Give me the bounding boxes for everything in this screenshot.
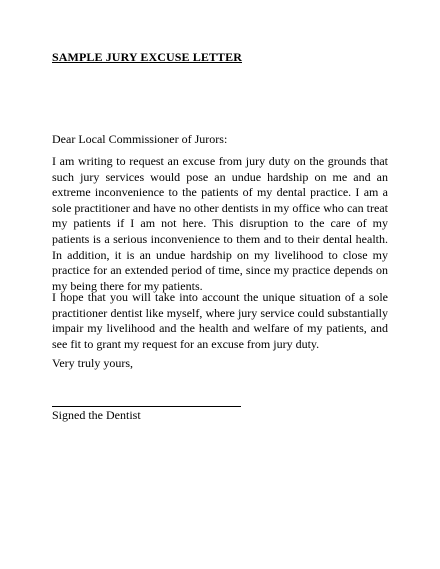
- signature-line: [52, 406, 241, 407]
- body-paragraph-2: I hope that you will take into account the unique situation of a sole practitioner dentist like myself, where jury service could substantially impair my livelihood and the health and welfare of my patients, and see fit to grant my request for an excuse from jury duty.: [52, 290, 388, 351]
- closing: Very truly yours,: [52, 356, 133, 370]
- letter-title: SAMPLE JURY EXCUSE LETTER: [52, 50, 242, 64]
- body-paragraph-1: I am writing to request an excuse from jury duty on the grounds that such jury services would pose an undue hardship on me and an extreme inconvenience to the patients of my dental practice. I am a sole practitioner and have no other dentists in my office who can treat my patients if I am not here. This disruption to the care of my patients is a serious inconvenience to them and to their dental health. In addition, it is an undue hardship on my livelihood to close my practice for an extended period of time, since my practice depends on my being there for my patients.: [52, 154, 388, 293]
- salutation: Dear Local Commissioner of Jurors:: [52, 132, 228, 146]
- signature-name: Signed the Dentist: [52, 408, 141, 422]
